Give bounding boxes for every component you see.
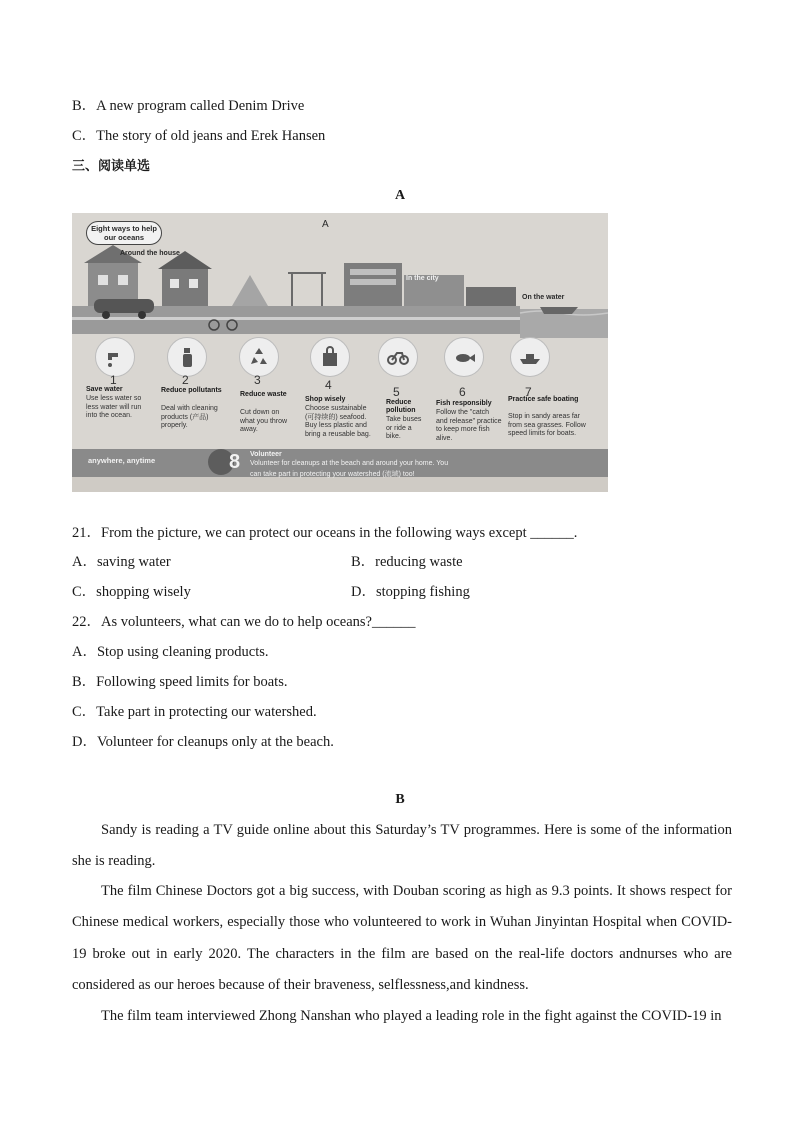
boat-icon [510,337,550,377]
picture-header-label: A [322,219,329,230]
faucet-icon [95,337,135,377]
step-number: 6 [459,385,466,399]
step-text: Use less water so less water will run into the ocean. [86,395,142,419]
volunteer-title: Volunteer [250,451,282,458]
step-title: Practice safe boating [508,396,579,403]
step-text: Follow the "catch and release" practice to keep more fish alive. [436,409,502,442]
q21-option-c: C．shopping wisely [72,584,191,600]
shopping-bag-icon [310,337,350,377]
bicycle-icon [378,337,418,377]
q21-option-b: B．reducing waste [351,554,463,570]
passage-b-paragraph-1: Sandy is reading a TV guide online about this Saturday’s TV programmes. Here is some of the information she is reading. [72,822,732,870]
section-heading: 三、阅读单选 [72,159,151,174]
volunteer-number: 8 [229,451,241,473]
step-text: Deal with cleaning products (产品) properly. [161,405,218,429]
step-number: 7 [525,385,532,399]
option-b: B．A new program called Denim Drive [72,98,305,114]
passage-b-paragraph-2: The film Chinese Doctors got a big success, with Douban scoring as high as 9.3 points. It shows respect for Chinese medical workers, especially those who volunteered to work in Wuhan Jinyintan Hospital when COVID-19 broke out in early 2020. The characters in the film are based on the real-life doctors andnurses who are considered as our heroes because of their braveness, selflessness,and kindness. [72,883,732,993]
question-22-stem: 22．As volunteers, what can we do to help oceans?______ [72,614,416,630]
volunteer-text-2: can take part in protecting your watershed (流域) too! [250,471,415,478]
step-title: Save water [86,386,123,393]
step-number: 2 [182,373,189,387]
in-city-label: In the city [406,275,439,282]
question-21-stem: 21．From the picture, we can protect our oceans in the following ways except ______. [72,525,578,541]
fish-icon [444,337,484,377]
step-title: Shop wisely [305,396,346,403]
step-title: Reduce waste [240,391,287,398]
q22-option-a: A．Stop using cleaning products. [72,644,269,660]
passage-b-paragraph-3: The film team interviewed Zhong Nanshan who played a leading role in the fight against the COVID-19 in [101,1008,722,1024]
volunteer-text-1: Volunteer for cleanups at the beach and around your home. You [250,460,449,467]
step-number: 3 [254,373,261,387]
part-a-label: A [394,188,406,203]
badge-title: Eight ways to help our oceans [86,221,162,245]
q21-option-a: A．saving water [72,554,171,570]
option-c: C．The story of old jeans and Erek Hansen [72,128,326,144]
part-b-label: B [395,792,405,807]
q22-option-b: B．Following speed limits for boats. [72,674,288,690]
step-text: Cut down on what you throw away. [240,409,288,433]
recycle-icon [239,337,279,377]
ocean-infographic-photo [72,213,608,492]
q21-option-d: D．stopping fishing [351,584,470,600]
step-text: Choose sustainable (可持续的) seafood. Buy less plastic and bring a reusable bag. [305,405,371,438]
step-text: Stop in sandy areas far from sea grasses. Follow speed limits for boats. [508,413,586,437]
step-title: Reduce pollutants [161,387,222,394]
spray-bottle-icon [167,337,207,377]
step-number: 4 [325,378,332,392]
anywhere-label: anywhere, anytime [88,456,156,465]
on-water-label: On the water [522,294,565,301]
step-number: 5 [393,385,400,399]
q22-option-d: D．Volunteer for cleanups only at the beach. [72,734,334,750]
step-number: 1 [110,373,117,387]
q22-option-c: C．Take part in protecting our watershed. [72,704,317,720]
around-house-label: Around the house [120,250,180,257]
step-title: Reduce pollution [386,399,416,414]
step-text: Take buses or ride a bike. [386,416,422,440]
step-title: Fish responsibly [436,400,492,407]
